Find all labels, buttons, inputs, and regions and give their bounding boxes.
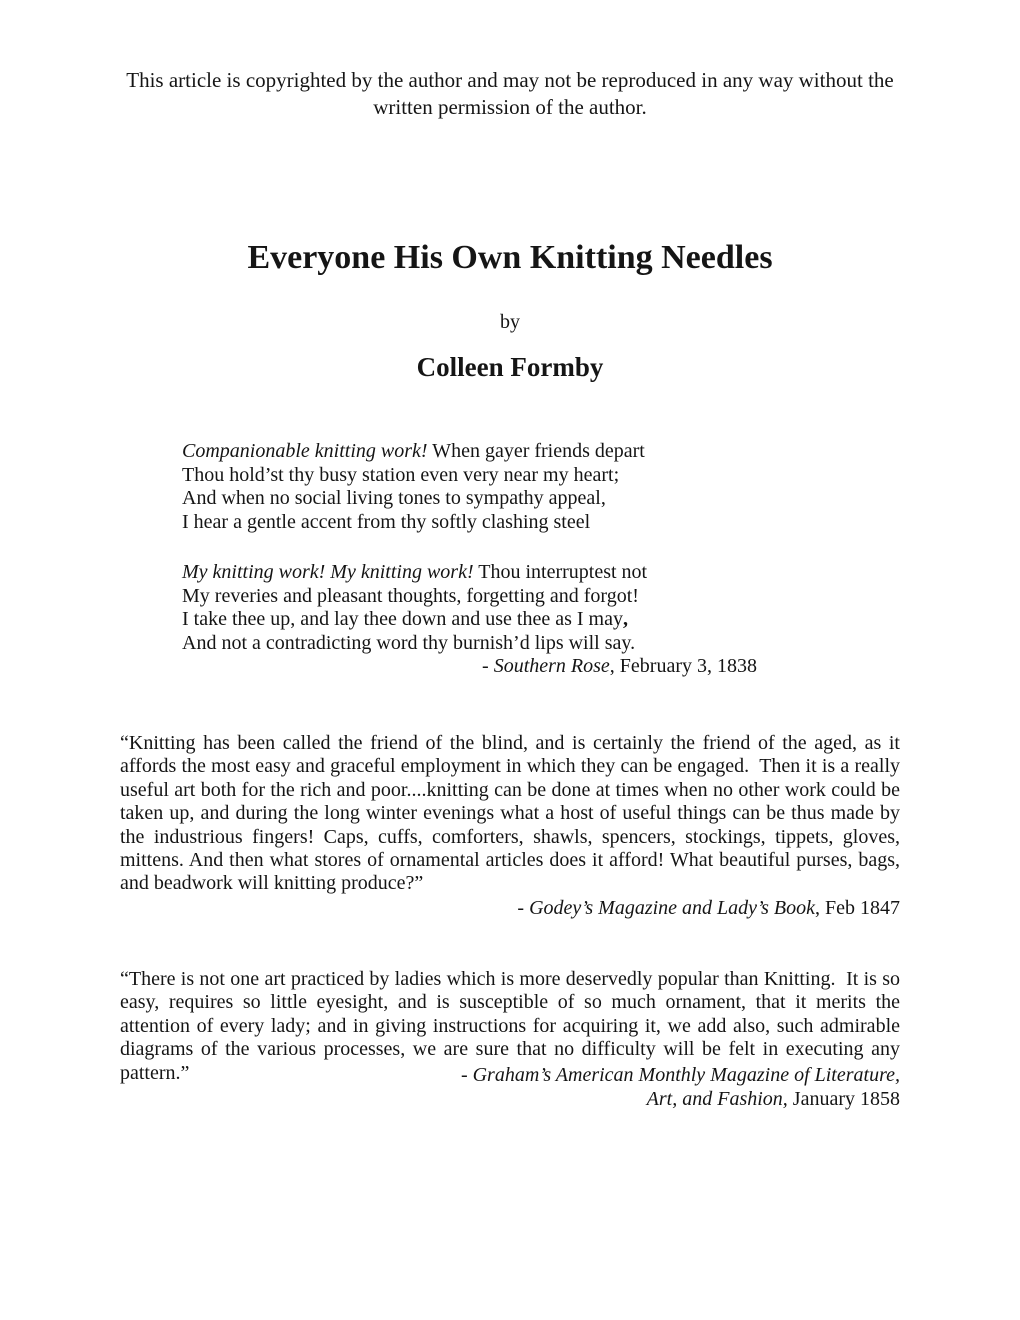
poem-line: And not a contradicting word thy burnish’d lips will say.	[182, 631, 636, 654]
quote-godeys-attribution	[120, 897, 900, 921]
poem-line: I hear a gentle accent from thy softly clashing steel	[182, 510, 591, 533]
article-title: Everyone His Own Knitting Needles	[247, 239, 773, 276]
attribution-source: Art, and Fashion,	[646, 1087, 788, 1110]
poem-line: And when no social living tones to sympathy appeal,	[182, 487, 606, 509]
poem-line-text: Thou interruptest not	[473, 561, 648, 583]
poem-line	[182, 561, 757, 585]
attribution-date: January 1858	[787, 1087, 900, 1110]
attribution-source: Graham’s American Monthly Magazine of Literature,	[472, 1064, 900, 1086]
attribution-source: Godey’s Magazine and Lady’s Book	[529, 897, 815, 919]
copyright-line-1: This article is copyrighted by the author and may not be reproduced in any way without the	[126, 68, 894, 92]
author-name: Colleen Formby	[416, 352, 604, 382]
quote-godeys: “Knitting has been called the friend of the blind, and is certainly the friend of the aged, as it affords the most easy and graceful employment in which they can be engaged. Then it is a really useful art both for the rich and poor....knitting can be done at times when no other work could be taken up, and during the long winter evenings what a host of useful things can be thus made by the industrious fingers! Caps, cuffs, comforters, shawls, spencers, stockings, tippets, gloves, mittens. And then what stores of ornamental articles does it afford! What beautiful purses, bags, and beadwork will knitting produce?”	[120, 732, 905, 895]
attribution-source: Southern Rose	[493, 655, 610, 677]
poem	[182, 440, 757, 679]
poem-stanza-2	[182, 561, 757, 655]
poem-line	[182, 440, 757, 464]
attribution-dash: -	[482, 655, 494, 677]
poem-italic-phrase: My knitting work! My knitting work!	[182, 561, 474, 583]
poem-line-text: I take thee up, and lay thee down and use thee as I may	[182, 608, 623, 630]
poem-line: My reveries and pleasant thoughts, forgetting and forgot!	[182, 584, 639, 607]
byline-prefix: by	[500, 311, 520, 333]
poem-stanza-1	[182, 440, 757, 534]
quote-grahams-attribution	[120, 1064, 900, 1111]
attribution-line-2	[120, 1088, 900, 1112]
bold-comma: ,	[622, 608, 628, 630]
attribution-dash: -	[517, 897, 530, 919]
attribution-date: , Feb 1847	[815, 897, 900, 919]
attribution-date: , February 3, 1838	[609, 655, 757, 677]
copyright-notice	[120, 67, 900, 121]
poem-line	[182, 608, 757, 632]
quote-grahams: “There is not one art practiced by ladies which is more deservedly popular than Knitting. It is so easy, requires so little eyesight, and is susceptible of so much ornament, that it merits the attention of every lady; and in giving instructions for acquiring it, we add also, such admirable diagrams of the various processes, we are sure that no difficulty will be felt in executing any pattern.”	[120, 968, 905, 1084]
copyright-line-2: written permission of the author.	[373, 95, 647, 119]
poem-line-text: When gayer friends depart	[427, 440, 645, 462]
poem-attribution	[182, 655, 757, 679]
poem-line: Thou hold’st thy busy station even very near my heart;	[182, 463, 620, 486]
attribution-dash: -	[460, 1064, 473, 1086]
attribution-line-1	[120, 1064, 900, 1088]
poem-italic-phrase: Companionable knitting work!	[182, 440, 428, 462]
